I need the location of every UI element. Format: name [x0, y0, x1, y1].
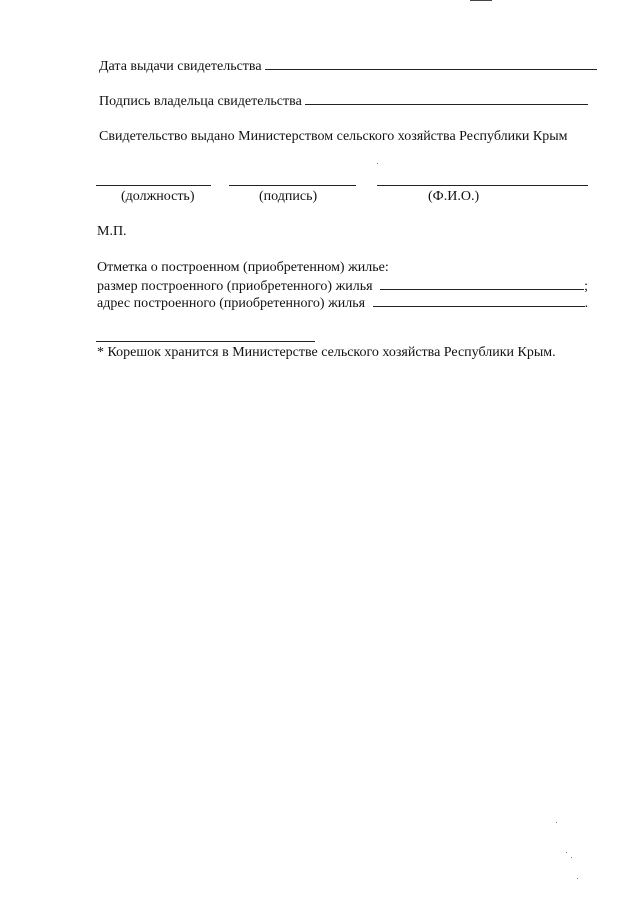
name-caption: (Ф.И.О.)	[428, 189, 480, 204]
position-blank	[96, 185, 211, 186]
housing-address-row	[97, 294, 588, 312]
footnote-rule	[96, 341, 315, 342]
name-blank	[377, 185, 588, 186]
scan-speck	[566, 852, 567, 853]
stamp-label: М.П.	[97, 224, 127, 239]
housing-size-end: ;	[584, 279, 588, 294]
housing-size-blank	[380, 277, 584, 290]
top-edge-mark	[470, 0, 492, 3]
housing-note-heading: Отметка о построенном (приобретенном) жилье:	[97, 260, 389, 275]
signature-blank	[229, 185, 356, 186]
housing-size-label: размер построенного (приобретенного) жилья	[97, 279, 373, 294]
housing-size-row	[97, 277, 588, 295]
housing-address-blank	[373, 294, 585, 307]
issue-date-row	[99, 57, 597, 75]
owner-signature-label: Подпись владельца свидетельства	[99, 94, 302, 109]
issue-date-blank	[265, 57, 597, 70]
footnote-text: * Корешок хранится в Министерстве сельского хозяйства Республики Крым.	[97, 345, 556, 360]
issue-date-label: Дата выдачи свидетельства	[99, 59, 262, 74]
scan-speck	[377, 163, 378, 164]
owner-signature-row	[99, 92, 588, 110]
housing-address-label: адрес построенного (приобретенного) жилья	[97, 296, 366, 311]
scan-speck	[571, 857, 572, 858]
housing-address-end: .	[584, 296, 589, 311]
owner-signature-blank	[305, 92, 588, 105]
issued-by-text: Свидетельство выдано Министерством сельского хозяйства Республики Крым	[99, 129, 568, 144]
signature-caption: (подпись)	[259, 189, 318, 204]
position-caption: (должность)	[121, 189, 195, 204]
scan-speck	[577, 878, 578, 879]
scan-speck	[556, 822, 557, 823]
